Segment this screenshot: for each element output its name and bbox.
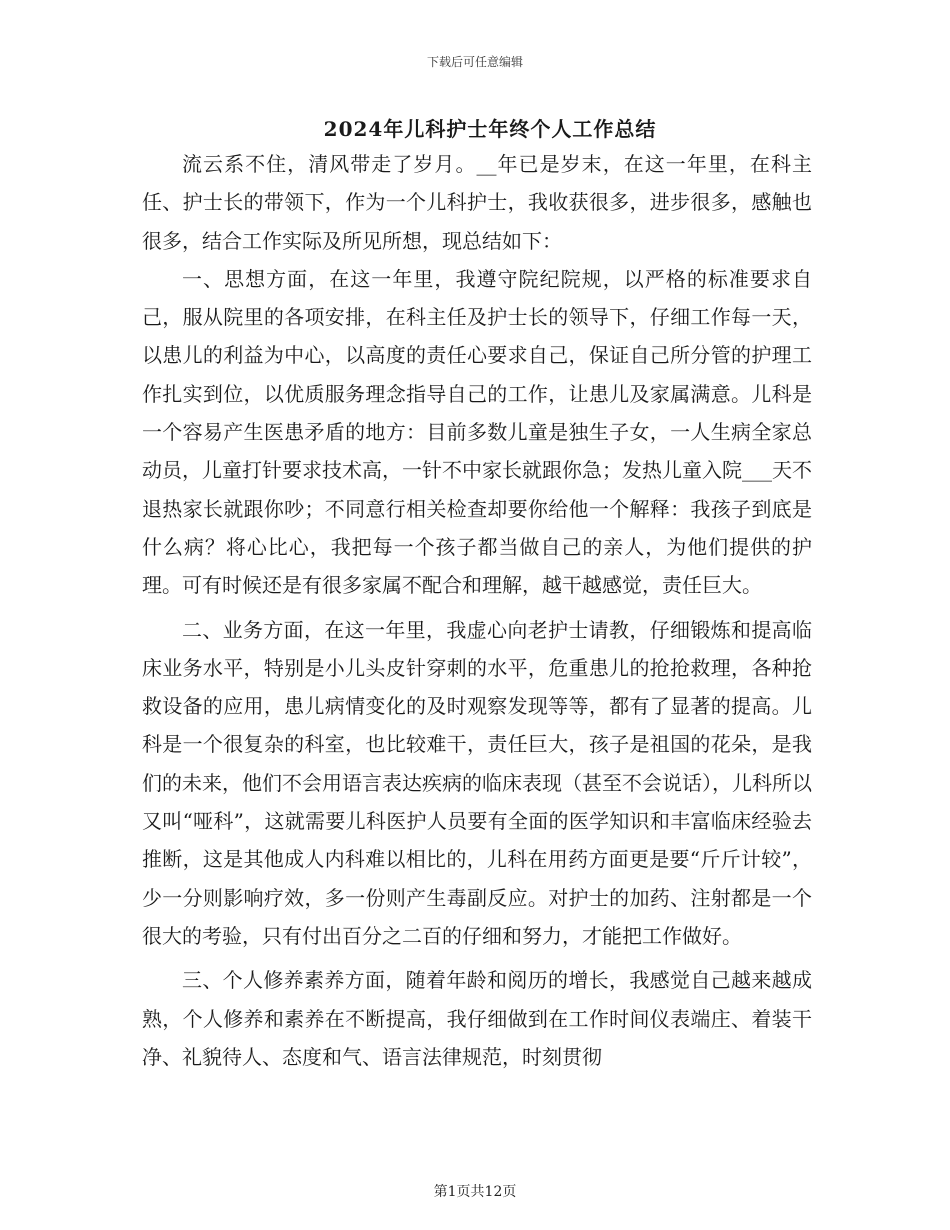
paragraph-personal: 三、个人修养素养方面，随着年龄和阅历的增长，我感觉自己越来越成熟，个人修养和素养在不断提高，我仔细做到在工作时间仪表端庄、着装干净、礼貌待人、态度和气、语言法律规范，时刻贯彻	[142, 968, 812, 1069]
page-footer: 第1页共12页	[433, 1184, 517, 1200]
paragraph-business: 二、业务方面，在这一年里，我虚心向老护士请教，仔细锻炼和提高临床业务水平，特别是小儿头皮针穿刺的水平，危重患儿的抢抢救理，各种抢救设备的应用，患儿病情变化的及时观察发现等等，都有了显著的提高。儿科是一个很复杂的科室，也比较难干，责任巨大，孩子是祖国的花朵，是我们的未来，他们不会用语言表达疾病的临床表现（甚至不会说话），儿科所以又叫“哑科”，这就需要儿科医护人员要有全面的医学知识和丰富临床经验去推断，这是其他成人内科难以相比的，儿科在用药方面更是要“斤斤计较”，少一分则影响疗效，多一份则产生毒副反应。对护士的加药、注射都是一个很大的考验，只有付出百分之二百的仔细和努力，才能把工作做好。	[142, 617, 812, 948]
header-note: 下载后可任意编辑	[426, 55, 523, 69]
document-body	[142, 145, 812, 1076]
paragraph-thought: 一、思想方面，在这一年里，我遵守院纪院规，以严格的标准要求自己，服从院里的各项安排，在科主任及护士长的领导下，仔细工作每一天，以患儿的利益为中心，以高度的责任心要求自己，保证自己所分管的护理工作扎实到位，以优质服务理念指导自己的工作，让患儿及家属满意。儿科是一个容易产生医患矛盾的地方：目前多数儿童是独生子女，一人生病全家总动员，儿童打针要求技术高，一针不中家长就跟你急；发热儿童入院___天不退热家长就跟你吵；不同意行相关检查却要你给他一个解释：我孩子到底是什么病？将心比心，我把每一个孩子都当做自己的亲人，为他们提供的护理。可有时候还是有很多家属不配合和理解，越干越感觉，责任巨大。	[142, 266, 812, 598]
document-title: 2024年儿科护士年终个人工作总结	[323, 117, 657, 141]
paragraph-intro: 流云系不住，清风带走了岁月。__年已是岁末，在这一年里，在科主任、护士长的带领下，作为一个儿科护士，我收获很多，进步很多，感触也很多，结合工作实际及所见所想，现总结如下：	[142, 152, 812, 253]
